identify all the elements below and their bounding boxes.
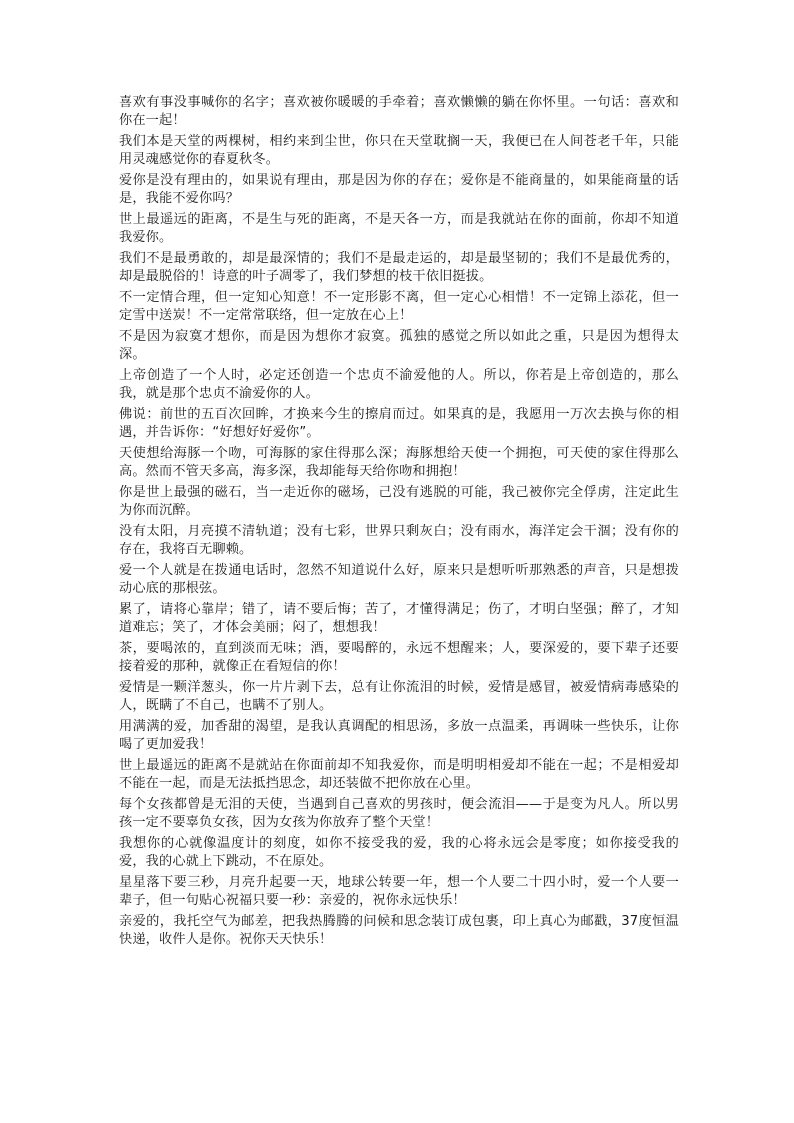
paragraph: 亲爱的，我托空气为邮差，把我热腾腾的问候和思念装订成包裹，印上真心为邮戳，37度恒温快递，收件人是你。祝你天天快乐！ xyxy=(119,914,679,948)
paragraph: 佛说：前世的五百次回眸，才换来今生的擦肩而过。如果真的是，我愿用一万次去换与你的相遇，并告诉你：“好想好好爱你”。 xyxy=(119,407,679,441)
paragraph: 累了，请将心靠岸；错了，请不要后悔；苦了，才懂得满足；伤了，才明白坚强；醉了，才知道难忘；笑了，才体会美丽；闷了，想想我！ xyxy=(119,602,679,636)
paragraph: 不一定情合理，但一定知心知意！不一定形影不离，但一定心心相惜！不一定锦上添花，但一定雪中送炭！不一定常常联络，但一定放在心上！ xyxy=(119,290,679,324)
paragraph: 天使想给海豚一个吻，可海豚的家住得那么深；海豚想给天使一个拥抱，可天使的家住得那么高。然而不管天多高，海多深，我却能每天给你吻和拥抱！ xyxy=(119,446,679,480)
paragraph: 世上最遥远的距离，不是生与死的距离，不是天各一方，而是我就站在你的面前，你却不知道我爱你。 xyxy=(119,212,679,246)
paragraph: 没有太阳，月亮摸不清轨道；没有七彩，世界只剩灰白；没有雨水，海洋定会干涸；没有你的存在，我将百无聊赖。 xyxy=(119,524,679,558)
paragraph: 喜欢有事没事喊你的名字；喜欢被你暖暖的手牵着；喜欢懒懒的躺在你怀里。一句话：喜欢和你在一起！ xyxy=(119,95,679,129)
paragraph: 不是因为寂寞才想你，而是因为想你才寂寞。孤独的感觉之所以如此之重，只是因为想得太深。 xyxy=(119,329,679,363)
paragraph: 爱情是一颗洋葱头，你一片片剥下去，总有让你流泪的时候，爱情是感冒，被爱情病毒感染的人，既瞒了不自己，也瞒不了别人。 xyxy=(119,680,679,714)
paragraph: 每个女孩都曾是无泪的天使，当遇到自己喜欢的男孩时，便会流泪——于是变为凡人。所以男孩一定不要辜负女孩，因为女孩为你放弃了整个天堂！ xyxy=(119,797,679,831)
paragraph: 我们不是最勇敢的，却是最深情的；我们不是最走运的，却是最坚韧的；我们不是最优秀的，却是最脱俗的！诗意的叶子凋零了，我们梦想的枝干依旧挺拔。 xyxy=(119,251,679,285)
paragraph: 世上最遥远的距离不是就站在你面前却不知我爱你，而是明明相爱却不能在一起；不是相爱却不能在一起，而是无法抵挡思念，却还装做不把你放在心里。 xyxy=(119,758,679,792)
paragraph: 用满满的爱，加香甜的渴望，是我认真调配的相思汤，多放一点温柔，再调味一些快乐，让你喝了更加爱我！ xyxy=(119,719,679,753)
paragraph: 我想你的心就像温度计的刻度，如你不接受我的爱，我的心将永远会是零度；如你接受我的爱，我的心就上下跳动，不在原处。 xyxy=(119,836,679,870)
paragraph: 星星落下要三秒，月亮升起要一天，地球公转要一年，想一个人要二十四小时，爱一个人要一辈子，但一句贴心祝福只要一秒：亲爱的，祝你永远快乐！ xyxy=(119,875,679,909)
paragraph: 爱一个人就是在拨通电话时，忽然不知道说什么好，原来只是想听听那熟悉的声音，只是想拨动心底的那根弦。 xyxy=(119,563,679,597)
paragraph: 你是世上最强的磁石，当一走近你的磁场，己没有逃脱的可能，我己被你完全俘虏，注定此生为你而沉醉。 xyxy=(119,485,679,519)
document-body xyxy=(119,94,679,952)
paragraph: 爱你是没有理由的，如果说有理由，那是因为你的存在；爱你是不能商量的，如果能商量的话是，我能不爱你吗？ xyxy=(119,173,679,207)
paragraph: 我们本是天堂的两棵树，相约来到尘世，你只在天堂耽搁一天，我便已在人间苍老千年，只能用灵魂感觉你的春夏秋冬。 xyxy=(119,134,679,168)
paragraph: 茶，要喝浓的，直到淡而无味；酒，要喝醉的，永远不想醒来；人，要深爱的，要下辈子还要接着爱的那种，就像正在看短信的你！ xyxy=(119,641,679,675)
paragraph: 上帝创造了一个人时，必定还创造一个忠贞不渝爱他的人。所以，你若是上帝创造的，那么我，就是那个忠贞不渝爱你的人。 xyxy=(119,368,679,402)
